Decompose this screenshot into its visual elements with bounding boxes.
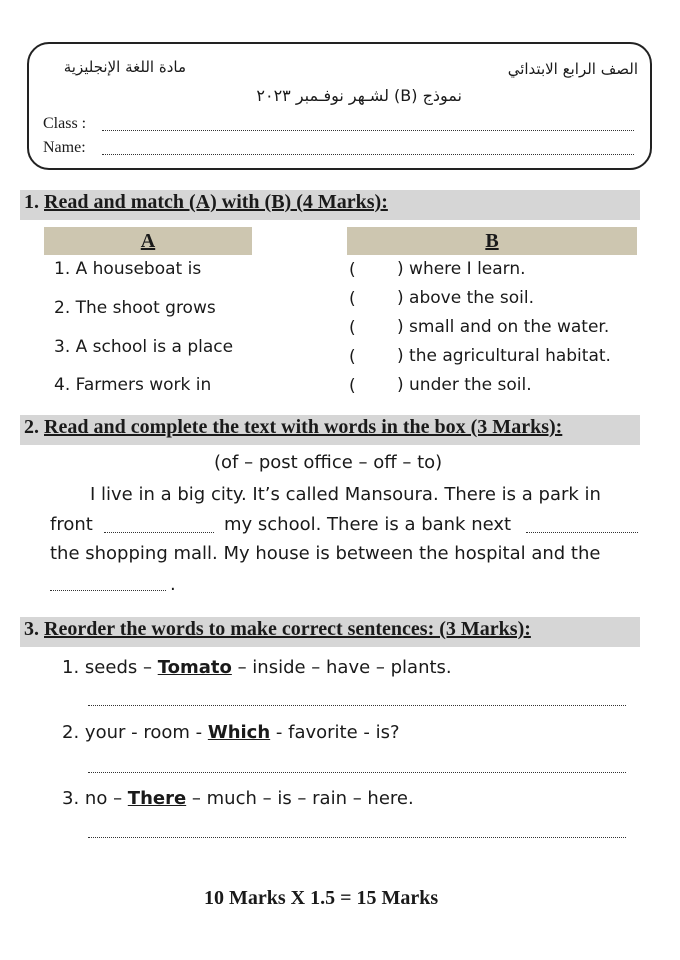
answer-paren-2[interactable]: ( xyxy=(349,289,356,309)
match-b-item-5: ) under the soil. xyxy=(397,375,532,395)
reorder-item-3-number: 3. xyxy=(62,788,80,809)
match-a-item-1: 1. A houseboat is xyxy=(54,259,202,279)
match-b-item-1: ) where I learn. xyxy=(397,259,526,279)
paragraph-line-2-mid: my school. There is a bank next xyxy=(224,514,512,535)
reorder-item-3 xyxy=(62,788,414,809)
paragraph-line-1: I live in a big city. It’s called Mansoura. There is a park in xyxy=(90,484,601,505)
total-marks: 10 Marks X 1.5 = 15 Marks xyxy=(204,887,439,909)
column-b-header xyxy=(347,227,637,255)
reorder-item-1-before: seeds – xyxy=(84,657,158,678)
reorder-item-2 xyxy=(62,722,400,743)
match-a-item-4: 4. Farmers work in xyxy=(54,375,212,395)
answer-line-2[interactable] xyxy=(88,772,626,773)
blank-1[interactable] xyxy=(104,532,214,533)
section2-title xyxy=(24,416,562,439)
section3-number: 3. xyxy=(24,618,39,640)
paragraph-line-4-end: . xyxy=(170,574,176,595)
reorder-item-3-after: – much – is – rain – here. xyxy=(186,788,414,809)
reorder-item-2-before: your - room - xyxy=(84,722,208,743)
reorder-item-2-number: 2. xyxy=(62,722,80,743)
grade-label: الصف الرابع الابتدائي xyxy=(507,60,638,78)
exam-model-label: نموذج (B) لشـهر نوفـمبر ٢٠٢٣ xyxy=(256,86,462,105)
paragraph-line-2-start: front xyxy=(50,514,93,535)
answer-line-3[interactable] xyxy=(88,837,626,838)
paragraph-line-3: the shopping mall. My house is between the hospital and the xyxy=(50,543,601,564)
subject-label: مادة اللغة الإنجليزية xyxy=(63,58,186,76)
reorder-item-3-key: There xyxy=(127,788,187,809)
column-b-label: B xyxy=(485,230,499,252)
section1-title-text: Read and match (A) with (B) (4 Marks): xyxy=(44,191,388,213)
section2-title-text: Read and complete the text with words in the box (3 Marks): xyxy=(44,416,563,438)
reorder-item-1-number: 1. xyxy=(62,657,80,678)
class-label: Class : xyxy=(43,115,87,132)
answer-paren-1[interactable]: ( xyxy=(349,260,356,280)
match-b-item-4: ) the agricultural habitat. xyxy=(397,346,611,366)
answer-paren-5[interactable]: ( xyxy=(349,376,356,396)
section1-title xyxy=(24,191,388,214)
reorder-item-2-key: Which xyxy=(207,722,271,743)
word-box: (of – post office – off – to) xyxy=(214,452,443,473)
column-a-header xyxy=(44,227,252,255)
match-a-item-3: 3. A school is a place xyxy=(54,337,234,357)
name-field[interactable] xyxy=(102,154,634,155)
match-a-item-2: 2. The shoot grows xyxy=(54,298,216,318)
name-label: Name: xyxy=(43,139,86,156)
column-a-label: A xyxy=(140,230,156,252)
reorder-item-2-after: - favorite - is? xyxy=(270,722,400,743)
match-b-item-2: ) above the soil. xyxy=(397,288,534,308)
reorder-item-1 xyxy=(62,657,452,678)
reorder-item-1-key: Tomato xyxy=(157,657,232,678)
match-b-item-3: ) small and on the water. xyxy=(397,317,610,337)
blank-2[interactable] xyxy=(526,532,638,533)
class-field[interactable] xyxy=(102,130,634,131)
section1-number: 1. xyxy=(24,191,39,213)
section3-title-text: Reorder the words to make correct sentences: (3 Marks): xyxy=(44,618,531,640)
section3-title xyxy=(24,618,531,641)
reorder-item-1-after: – inside – have – plants. xyxy=(231,657,452,678)
reorder-item-3-before: no – xyxy=(84,788,128,809)
answer-line-1[interactable] xyxy=(88,705,626,706)
answer-paren-4[interactable]: ( xyxy=(349,347,356,367)
answer-paren-3[interactable]: ( xyxy=(349,318,356,338)
section2-number: 2. xyxy=(24,416,39,438)
blank-3[interactable] xyxy=(50,590,166,591)
